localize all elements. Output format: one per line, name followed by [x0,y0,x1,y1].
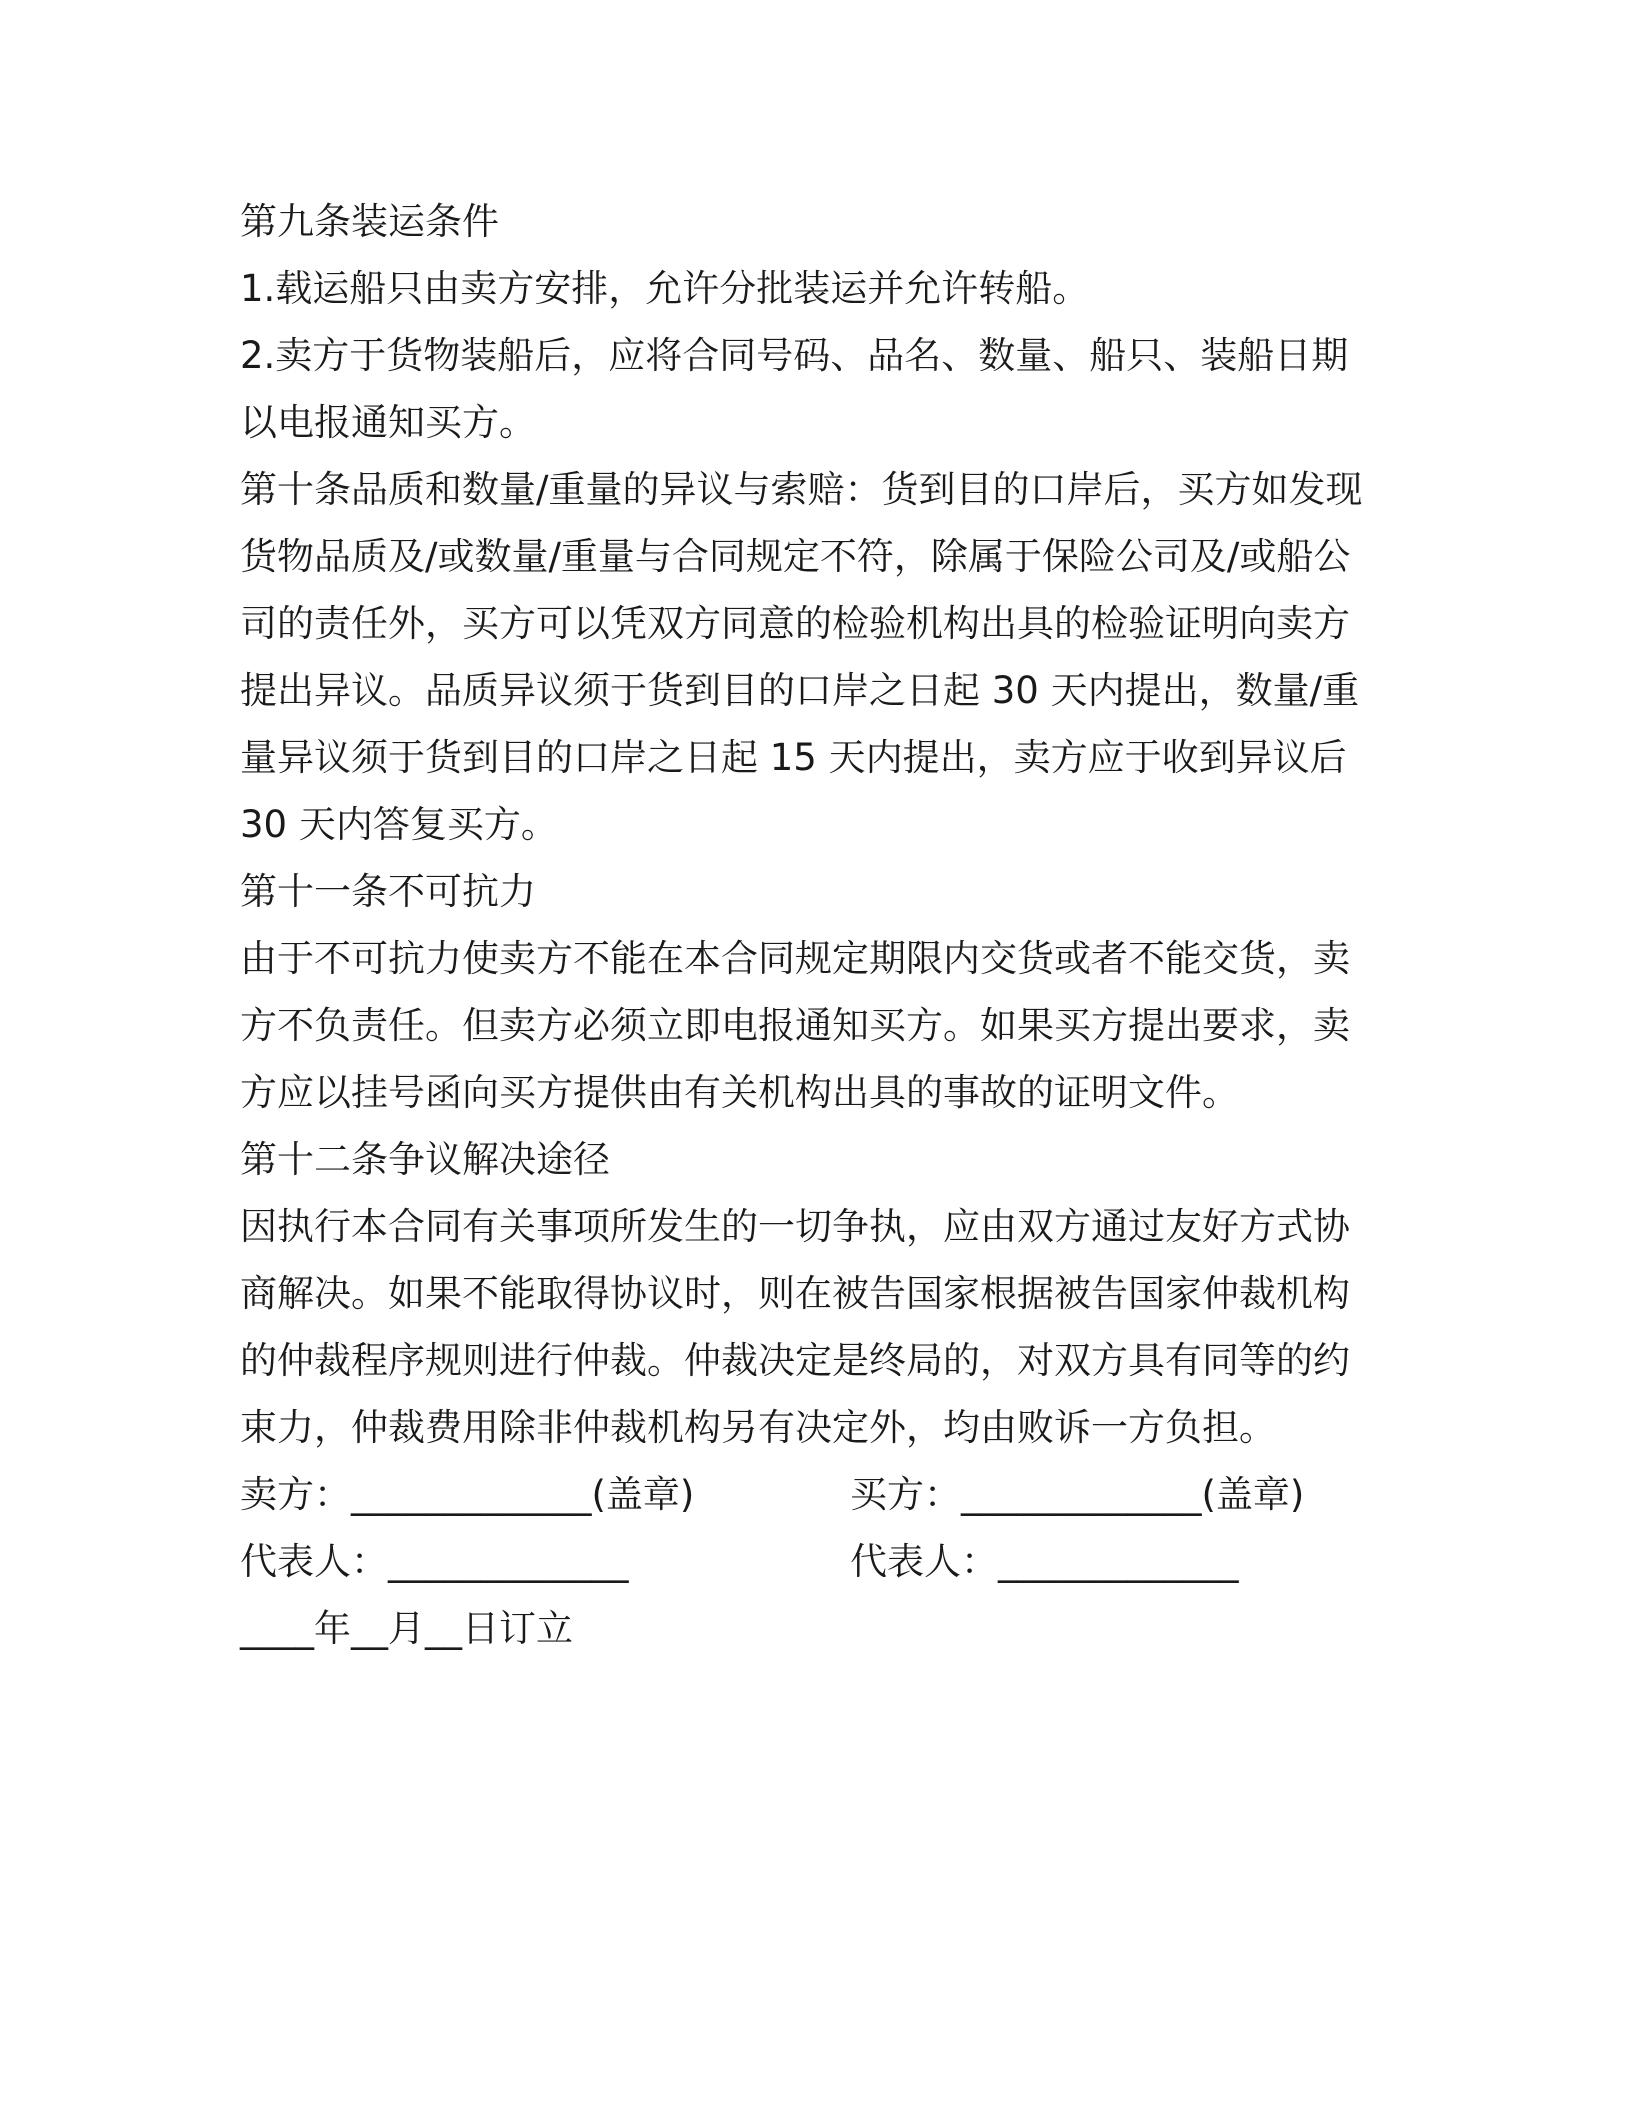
clause-12-heading: 第十二条争议解决途径 [240,1138,610,1181]
seller-signature-field: 卖方：_____________(盖章) [240,1473,695,1516]
clause-12-line-4: 束力，仲裁费用除非仲裁机构另有决定外，均由败诉一方负担。 [240,1406,1276,1449]
contract-page [240,188,1380,1662]
clause-9-item-2-line-1: 2.卖方于货物装船后，应将合同号码、品名、数量、船只、装船日期 [240,334,1349,377]
clause-9-item-1: 1.载运船只由卖方安排，允许分批装运并允许转船。 [240,267,1090,310]
clause-10-line-2: 货物品质及/或数量/重量与合同规定不符，除属于保险公司及/或船公 [240,535,1351,578]
party-signature-row [240,1461,1380,1528]
clause-9-item-2-line-2: 以电报通知买方。 [240,401,536,444]
representative-signature-row [240,1528,1380,1595]
clause-10-line-3: 司的责任外，买方可以凭双方同意的检验机构出具的检验证明向卖方 [240,602,1350,645]
clause-11-heading: 第十一条不可抗力 [240,870,536,913]
signing-date-line: ____年__月__日订立 [240,1607,573,1650]
seller-representative-field: 代表人：_____________ [240,1540,629,1583]
clause-11-line-3: 方应以挂号函向买方提供由有关机构出具的事故的证明文件。 [240,1071,1239,1114]
clause-9-heading: 第九条装运条件 [240,200,499,243]
clause-12-line-3: 的仲裁程序规则进行仲裁。仲裁决定是终局的，对双方具有同等的约 [240,1339,1350,1382]
clause-11-line-1: 由于不可抗力使卖方不能在本合同规定期限内交货或者不能交货，卖 [240,937,1350,980]
buyer-representative-field: 代表人：_____________ [850,1540,1239,1583]
clause-10-line-4: 提出异议。品质异议须于货到目的口岸之日起 30 天内提出，数量/重 [240,669,1360,712]
clause-10-line-1: 第十条品质和数量/重量的异议与索赔：货到目的口岸后，买方如发现 [240,468,1363,511]
clause-12-line-1: 因执行本合同有关事项所发生的一切争执，应由双方通过友好方式协 [240,1205,1350,1248]
clause-11-line-2: 方不负责任。但卖方必须立即电报通知买方。如果买方提出要求，卖 [240,1004,1350,1047]
clause-12-line-2: 商解决。如果不能取得协议时，则在被告国家根据被告国家仲裁机构 [240,1272,1350,1315]
clause-10-line-5: 量异议须于货到目的口岸之日起 15 天内提出，卖方应于收到异议后 [240,736,1347,779]
buyer-signature-field: 买方：_____________(盖章) [850,1473,1305,1516]
clause-10-line-6: 30 天内答复买方。 [240,803,558,846]
